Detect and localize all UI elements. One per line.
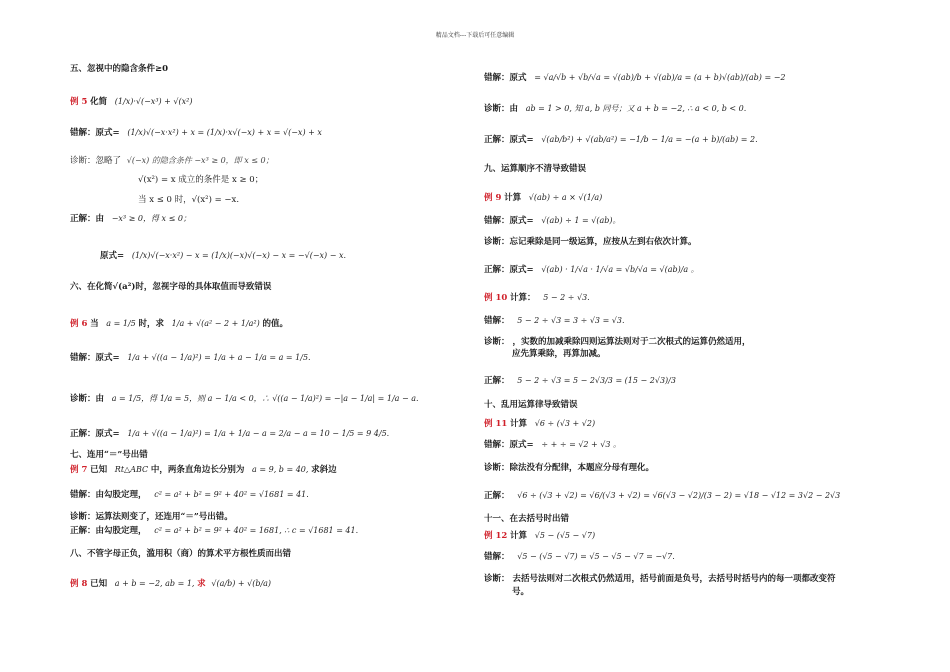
- wrong-math: = √a/√b + √b/√a = √(ab)/b + √(ab)/a = (a + b)√(ab)/(ab) = −2: [534, 73, 786, 82]
- correct-math: √6 ÷ (√3 + √2) = √6/(√3 + √2) = √6(√3 − √2)/(3 − 2) = √18 − √12 = 3√2 − 2√3: [517, 491, 841, 500]
- example-text: 化简: [90, 97, 108, 107]
- section-9-title: 九、运算顺序不清导致错误: [484, 164, 587, 174]
- example-text: 已知: [90, 465, 108, 475]
- example-6: [70, 318, 290, 330]
- example-text: 计算: [510, 419, 528, 429]
- correct-math: 1/a + √((a − 1/a)²) = 1/a + 1/a − a = 2/a − a = 10 − 1/5 = 9 4/5.: [127, 429, 390, 438]
- diagnosis-10-line1: [484, 337, 751, 348]
- section-10-title: 十、乱用运算律导致错误: [484, 400, 578, 410]
- example-label: 例 9: [484, 193, 502, 203]
- diagnosis-math: a = 1/5，得 1/a = 5，则 a − 1/a < 0，∴ √((a − 1/a)²) = −|a − 1/a| = 1/a − a.: [111, 394, 419, 403]
- correct-solution-9: [484, 264, 699, 276]
- diagnosis-label: 诊断：由: [70, 394, 105, 404]
- diagnosis-6: [70, 393, 419, 405]
- correct-label: 正解：: [484, 376, 510, 386]
- example-label: 例 5: [70, 97, 88, 107]
- example-7: [70, 464, 339, 476]
- wrong-solution-11: [484, 439, 621, 451]
- wrong-math: √(ab) ÷ 1 = √(ab)。: [541, 216, 621, 225]
- correct-label: 正解：: [484, 491, 510, 501]
- section-11-title: 十一、在去括号时出错: [484, 514, 570, 524]
- wrong-solution-5: [70, 127, 322, 139]
- correct-solution-7: [70, 525, 358, 537]
- diagnosis-math: ab = 1 > 0, 知 a, b 同号；又 a + b = −2, ∴ a < 0, b < 0.: [525, 104, 747, 113]
- example-math: a = 1/5: [106, 319, 136, 328]
- wrong-label: 错解：: [484, 552, 510, 562]
- wrong-label: 错解：: [484, 316, 510, 326]
- correct-solution-8: [484, 134, 758, 146]
- example-label: 例 12: [484, 531, 508, 541]
- wrong-solution-7: [70, 489, 309, 501]
- wrong-solution-10: [484, 315, 625, 327]
- section-8-title: 八、不管字母正负，滥用积（商）的算术平方根性质而出错: [70, 549, 292, 559]
- correct-math: −x³ ≥ 0，得 x ≤ 0；: [111, 214, 191, 223]
- example-text: 的值。: [262, 319, 288, 329]
- diagnosis-12-line1: [484, 574, 836, 585]
- example-8: [70, 578, 271, 590]
- wrong-label: 错解：原式=: [70, 128, 120, 138]
- correct-solution-6: [70, 428, 389, 440]
- wrong-label: 错解：原式=: [70, 353, 120, 363]
- example-math: a = 9, b = 40,: [252, 465, 309, 474]
- example-text: 求: [197, 579, 206, 589]
- diagnosis-8: [484, 103, 746, 115]
- wrong-solution-8: [484, 72, 786, 84]
- example-text: 中，两条直角边长分别为: [150, 465, 245, 475]
- example-math: √(ab) ÷ a × √(1/a): [528, 193, 603, 202]
- correct-label: 正解：原式=: [70, 429, 120, 439]
- correct-label: 原式=: [100, 251, 125, 261]
- example-10: [484, 292, 590, 304]
- page-header: 精品文档---下载后可任意编辑: [435, 32, 515, 39]
- wrong-math: 1/a + √((a − 1/a)²) = 1/a + a − 1/a = a = 1/5.: [127, 353, 311, 362]
- wrong-math: ÷ + ÷ = √2 + √3 。: [541, 440, 622, 449]
- example-math: Rt△ABC: [114, 465, 149, 474]
- example-label: 例 8: [70, 579, 88, 589]
- diagnosis-12-line2: 号。: [512, 587, 530, 597]
- example-math: √6 ÷ (√3 + √2): [534, 419, 596, 428]
- diagnosis-9: 诊断：忘记乘除是同一级运算，应按从左到右依次计算。: [484, 237, 697, 247]
- correct-solution-10: [484, 375, 676, 387]
- example-math: 1/a + √(a² − 2 + 1/a²): [171, 319, 260, 328]
- section-5-title: 五、忽视中的隐含条件≥0: [70, 64, 169, 74]
- example-text: 求斜边: [311, 465, 337, 475]
- diagnosis-11: 诊断：除法没有分配律，本题应分母有理化。: [484, 463, 655, 473]
- example-text: 当: [90, 319, 99, 329]
- correct-math: 5 − 2 ÷ √3 = 5 − 2√3/3 = (15 − 2√3)/3: [517, 376, 676, 385]
- diagnosis-5-line3: 当 x ≤ 0 时，√(x²) = −x.: [138, 195, 240, 205]
- correct-math: (1/x)√(−x·x²) − x = (1/x)(−x)√(−x) − x = −√(−x) − x.: [131, 251, 347, 260]
- diagnosis-label: 诊断：: [484, 337, 510, 347]
- wrong-math: (1/x)√(−x·x²) + x = (1/x)·x√(−x) + x = √(−x) + x: [127, 128, 322, 137]
- example-label: 例 7: [70, 465, 88, 475]
- diagnosis-10-line2: 应先算乘除，再算加减。: [512, 349, 606, 359]
- wrong-solution-6: [70, 352, 311, 364]
- example-5: [70, 96, 193, 108]
- wrong-solution-12: [484, 551, 675, 563]
- diagnosis-text: ，实数的加减乘除四则运算法则对于二次根式的运算仍然适用，: [512, 337, 751, 347]
- diagnosis-5-line1: [70, 155, 274, 167]
- wrong-math: c² = a² + b² = 9² + 40² = √1681 = 41.: [154, 490, 309, 499]
- example-text: 时，求: [138, 319, 164, 329]
- wrong-solution-9: [484, 215, 620, 227]
- correct-label: 正解：原式=: [484, 265, 534, 275]
- correct-label: 正解：由勾股定理，: [70, 526, 147, 536]
- wrong-math: √5 − (√5 − √7) = √5 − √5 − √7 = −√7.: [517, 552, 675, 561]
- example-11: [484, 418, 595, 430]
- example-label: 例 6: [70, 319, 88, 329]
- correct-math: √(ab) · 1/√a · 1/√a = √b/√a = √(ab)/a 。: [541, 265, 699, 274]
- section-6-title: 六、在化简√(a²)时，忽视字母的具体取值而导致错误: [70, 282, 272, 292]
- wrong-label: 错解：原式=: [484, 440, 534, 450]
- example-text: 计算：: [510, 293, 536, 303]
- example-12: [484, 530, 595, 542]
- correct-label: 正解：原式=: [484, 135, 534, 145]
- example-math: √(a/b) + √(b/a): [211, 579, 272, 588]
- example-math: 5 − 2 ÷ √3.: [543, 293, 590, 302]
- diagnosis-label: 诊断：忽略了: [70, 156, 122, 166]
- example-label: 例 11: [484, 419, 508, 429]
- correct-solution-5-line2: [100, 250, 346, 262]
- wrong-label: 错解：原式: [484, 73, 527, 83]
- diagnosis-5-line2: √(x²) = x 成立的条件是 x ≥ 0；: [138, 175, 264, 185]
- correct-solution-11: [484, 490, 840, 502]
- wrong-label: 错解：原式=: [484, 216, 534, 226]
- example-math: a + b = −2, ab = 1,: [114, 579, 195, 588]
- correct-math: √(ab/b²) + √(ab/a²) = −1/b − 1/a = −(a + b)/(ab) = 2.: [541, 135, 758, 144]
- example-text: 计算: [504, 193, 522, 203]
- example-text: 计算: [510, 531, 528, 541]
- diagnosis-7: 诊断：运算法则变了，还连用“＝”号出错。: [70, 512, 233, 522]
- example-9: [484, 192, 602, 204]
- diagnosis-text: √(−x) 的隐含条件 −x³ ≥ 0，即 x ≤ 0；: [126, 156, 274, 165]
- section-7-title: 七、连用“＝”号出错: [70, 450, 148, 460]
- correct-math: c² = a² + b² = 9² + 40² = 1681, ∴ c = √1681 = 41.: [154, 526, 359, 535]
- example-math: √5 − (√5 − √7): [534, 531, 596, 540]
- wrong-math: 5 − 2 ÷ √3 = 3 ÷ √3 = √3.: [517, 316, 625, 325]
- correct-solution-5-line1: [70, 213, 191, 225]
- example-label: 例 10: [484, 293, 508, 303]
- example-math: (1/x)·√(−x³) + √(x²): [114, 97, 193, 106]
- diagnosis-label: 诊断：: [484, 574, 510, 584]
- example-text: 已知: [90, 579, 108, 589]
- diagnosis-label: 诊断：由: [484, 104, 519, 114]
- diagnosis-text: 去括号法则对二次根式仍然适用，括号前面是负号，去括号时括号内的每一项都改变符: [512, 574, 836, 584]
- wrong-label: 错解：由勾股定理，: [70, 490, 147, 500]
- correct-label: 正解：由: [70, 214, 105, 224]
